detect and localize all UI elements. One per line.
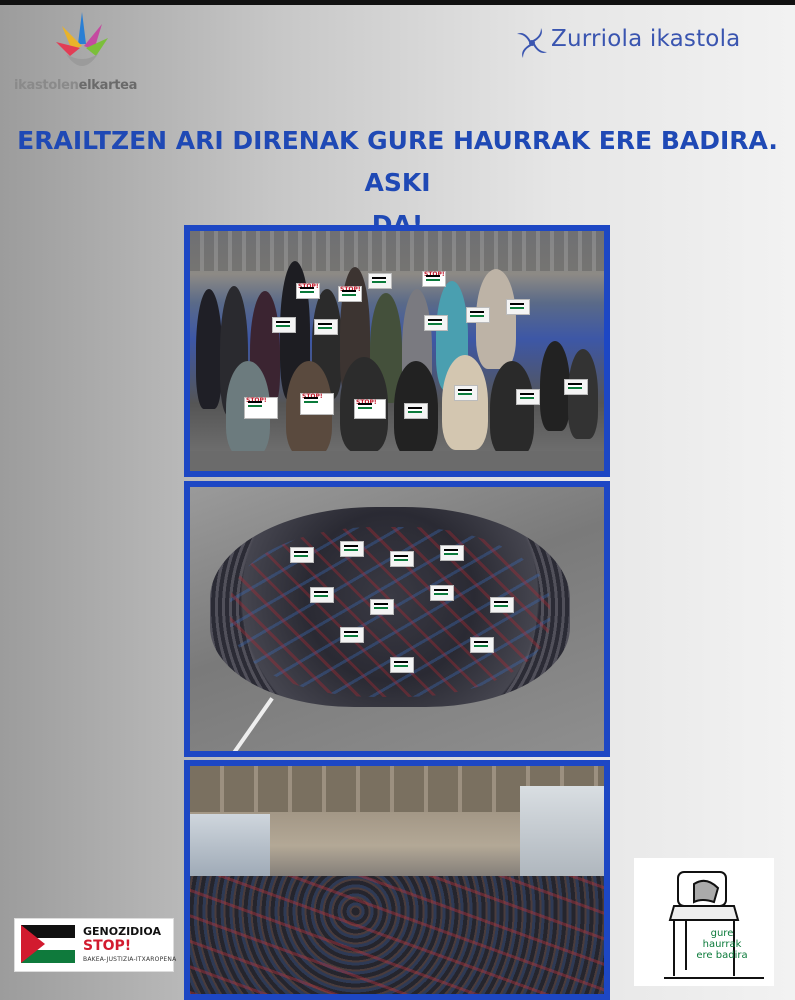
empty-chair-icon <box>634 858 774 986</box>
headline-line-1: ERAILTZEN ARI DIRENAK GURE HAURRAK ERE BADIRA. ASKI <box>17 126 778 197</box>
top-border <box>0 0 795 5</box>
schoolyard-crowd-photo <box>184 481 610 757</box>
hall-crowd-photo <box>184 760 610 1000</box>
ikastolen-elkartea-logo <box>12 8 152 98</box>
badge-stop: STOP! <box>83 938 132 954</box>
zurriola-ikastola-logo <box>515 22 785 82</box>
swirl-icon <box>515 26 549 60</box>
flower-icon <box>52 8 112 78</box>
palestine-flag-icon <box>21 925 75 963</box>
genocide-stop-badge <box>14 918 177 972</box>
chair-logo-text: gure haurrak ere badira <box>696 928 748 961</box>
badge-title: GENOZIDIOA <box>83 925 161 938</box>
school-name: Zurriola ikastola <box>551 26 741 52</box>
badge-subtitle: BAKEA-JUSTIZIA-ITXAROPENA <box>83 956 177 963</box>
chair-logo <box>634 858 774 986</box>
logo-left-text: ikastolenelkartea <box>14 78 138 93</box>
adults-group-photo <box>184 225 610 477</box>
